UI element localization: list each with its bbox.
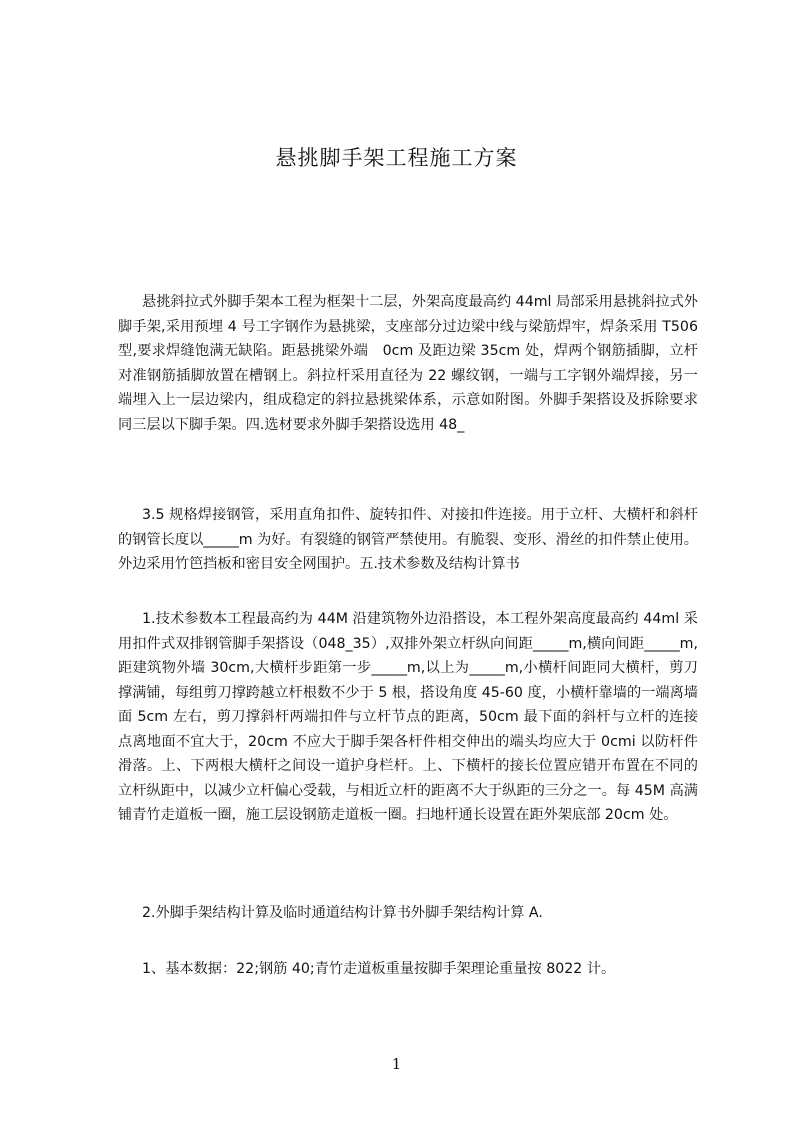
page-title: 悬挑脚手架工程施工方案: [275, 146, 518, 170]
paragraph-technical-parameters: 1.技术参数本工程最高约为 44M 沿建筑物外边沿搭设，本工程外架高度最高约 44ml 采用扣件式双排钢管脚手架搭设（048_35）,双排外架立杆纵向间距_____m,横向间距_____m,距建筑物外墙 30cm,大横杆步距第一步_____m,以上为_____m,小横杆间距同大横杆，剪刀撑满铺，每组剪刀撑跨越立杆根数不少于 5 根，搭设角度 45-60 度，小横杆靠墙的一端离墙面 5cm 左右，剪刀撑斜杆两端扣件与立杆节点的距离，50cm 最下面的斜杆与立杆的连接点离地面不宜大于，20cm 不应大于脚手架各杆件相交伸出的端头均应大于 0cmi 以防杆件滑落。上、下两根大横杆之间设一道护身栏杆。上、下横杆的接长位置应错开布置在不同的立杆纵距中，以减少立杆偏心受载，与相近立杆的距离不大于纵距的三分之一。每 45M 高满铺青竹走道板一圈，施工层设钢筋走道板一圈。扫地杆通长设置在距外架底部 20cm 处。: [118, 611, 698, 823]
page-number: 1: [391, 1055, 402, 1073]
paragraph-cantilever-scaffold-overview: 悬挑斜拉式外脚手架本工程为框架十二层，外架高度最高约 44ml 局部采用悬挑斜拉式外脚手架,采用预埋 4 号工字钢作为悬挑梁，支座部分过边梁中线与梁筋焊牢，焊条采用 T506 型,要求焊缝饱满无缺陷。距悬挑梁外端 0cm 及距边梁 35cm 处，焊两个钢筋插脚，立杆对准钢筋插脚放置在槽钢上。斜拉杆采用直径为 22 螺纹钢，一端与工字钢外端焊接，另一端埋入上一层边梁内，组成稳定的斜拉悬挑梁体系，示意如附图。外脚手架搭设及拆除要求同三层以下脚手架。四.选材要求外脚手架搭设选用 48_: [118, 294, 698, 433]
paragraph-structural-calculation: 2.外脚手架结构计算及临时通道结构计算书外脚手架结构计算 A.: [142, 905, 543, 921]
paragraph-steel-pipe-specs: 3.5 规格焊接钢管，采用直角扣件、旋转扣件、对接扣件连接。用于立杆、大横杆和斜杆的钢管长度以_____m 为好。有裂缝的钢管严禁使用。有脆裂、变形、滑丝的扣件禁止使用。外边采用竹笆挡板和密目安全网围护。五.技术参数及结构计算书: [118, 507, 698, 572]
paragraph-basic-data: 1、基本数据：22;钢筋 40;青竹走道板重量按脚手架理论重量按 8022 计。: [142, 961, 616, 977]
